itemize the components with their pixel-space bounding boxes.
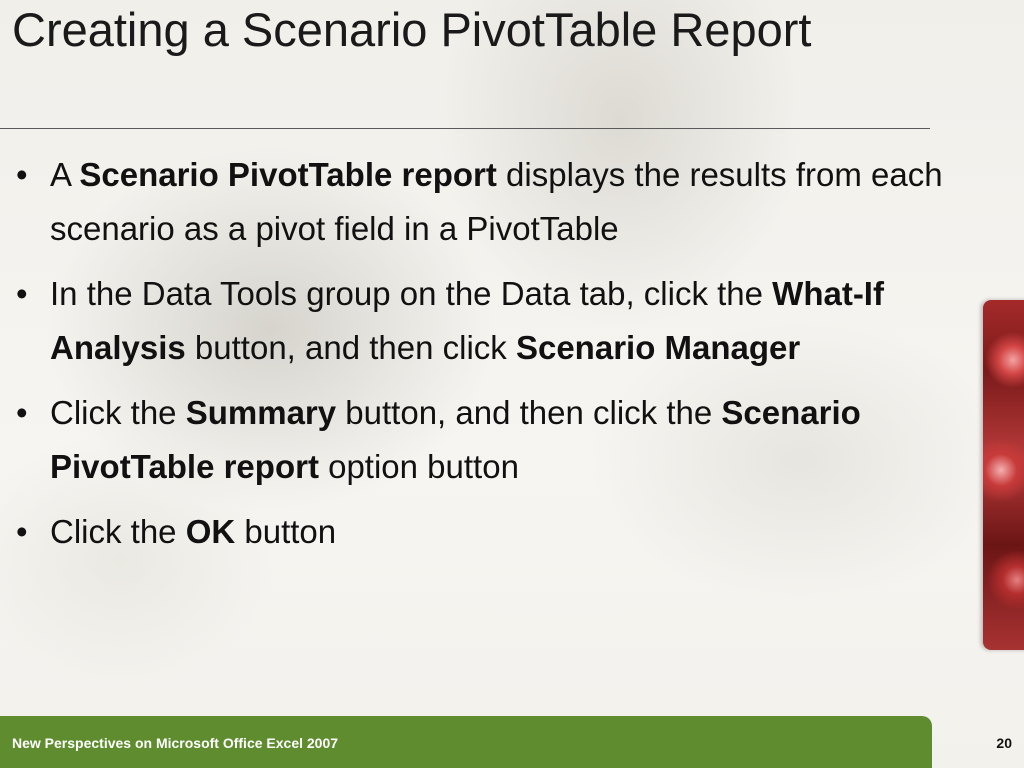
bullet-text-segment: button, and then click the bbox=[336, 394, 722, 431]
title-divider bbox=[0, 128, 930, 129]
bullet-text-segment-bold: What-If Analysis bbox=[50, 275, 884, 366]
bullet-text-segment-bold: Scenario PivotTable report bbox=[50, 394, 861, 485]
bullet-text-segment: In the Data Tools group on the Data tab, click the bbox=[50, 275, 773, 312]
bullet-text-segment-bold: OK bbox=[185, 513, 236, 550]
bullet-text-segment: displays the results from each scenario as a pivot field in a PivotTable bbox=[50, 156, 943, 247]
bullet-text-segment: option button bbox=[318, 448, 519, 485]
bullet-marker: • bbox=[16, 394, 28, 431]
bullet-item bbox=[14, 148, 964, 256]
decorative-flower-image bbox=[983, 300, 1024, 650]
bullet-text-segment: Click the bbox=[50, 394, 186, 431]
bullet-marker: • bbox=[16, 156, 28, 193]
bullet-item bbox=[14, 386, 964, 494]
bullet-marker: • bbox=[16, 513, 28, 550]
bullet-text-segment: button bbox=[235, 513, 337, 550]
footer-text: New Perspectives on Microsoft Office Excel 2007 bbox=[12, 735, 339, 751]
slide-title: Creating a Scenario PivotTable Report bbox=[12, 3, 812, 56]
bullet-text-segment-bold: Scenario PivotTable report bbox=[79, 156, 497, 193]
bullet-item bbox=[14, 267, 964, 375]
bullet-text-segment-bold: Summary bbox=[185, 394, 337, 431]
bullet-marker: • bbox=[16, 275, 28, 312]
bullet-text-segment: button, and then click bbox=[185, 329, 516, 366]
bullet-text-segment: A bbox=[50, 156, 80, 193]
bullet-text-segment: Click the bbox=[50, 513, 186, 550]
bullet-text-segment-bold: Scenario Manager bbox=[515, 329, 801, 366]
bullet-item bbox=[14, 505, 964, 559]
page-number: 20 bbox=[996, 735, 1012, 751]
bullet-list bbox=[14, 148, 964, 570]
